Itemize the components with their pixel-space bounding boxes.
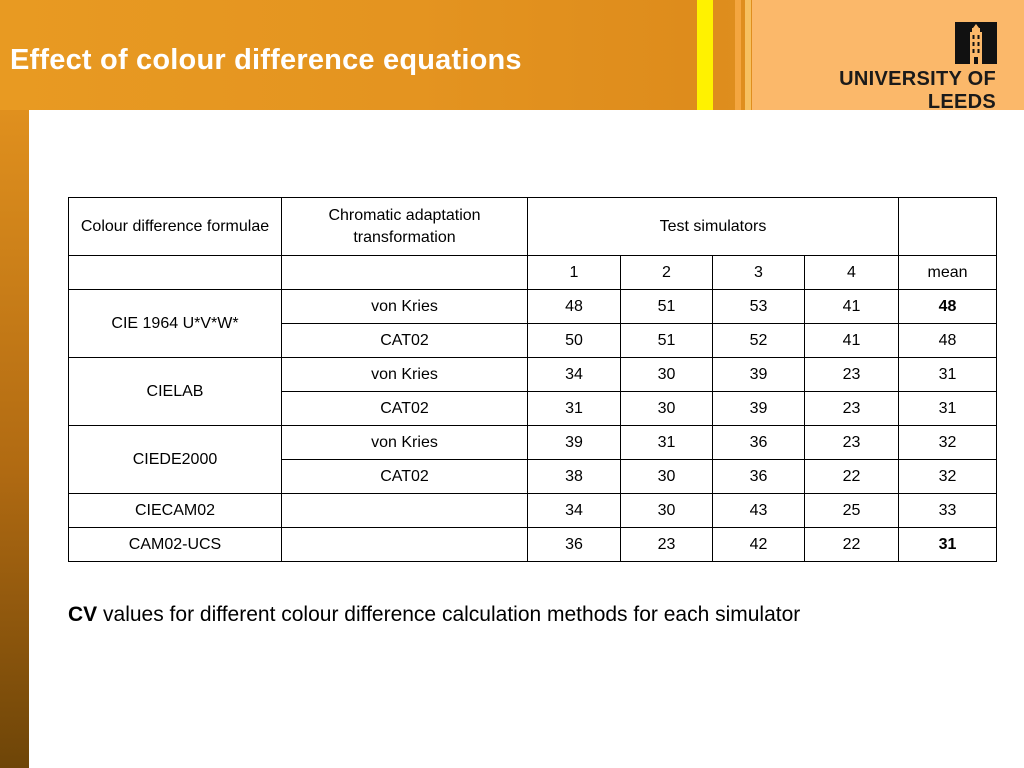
subheader-blank [282, 256, 528, 290]
value-cell: 30 [621, 358, 713, 392]
header-stripe-orange [735, 0, 741, 110]
value-cell: 36 [528, 528, 621, 562]
value-cell: 25 [805, 494, 899, 528]
university-tower-icon [955, 22, 997, 64]
value-cell: 30 [621, 494, 713, 528]
value-cell: 39 [713, 392, 805, 426]
cat-cell: CAT02 [282, 392, 528, 426]
value-cell: 41 [805, 290, 899, 324]
left-accent-bar [0, 110, 29, 768]
cat-cell: von Kries [282, 290, 528, 324]
value-cell: 36 [713, 460, 805, 494]
value-cell: 53 [713, 290, 805, 324]
header-stripe-light-orange [745, 0, 751, 110]
logo-panel [752, 0, 1024, 113]
header-cat: Chromatic adaptation transformation [282, 198, 528, 256]
subheader-sim-4: 4 [805, 256, 899, 290]
header-bar [0, 0, 1024, 113]
value-cell: 23 [805, 358, 899, 392]
header-stripe-yellow [697, 0, 713, 110]
value-cell: 42 [713, 528, 805, 562]
header-formulae: Colour difference formulae [69, 198, 282, 256]
value-cell: 30 [621, 460, 713, 494]
table-row [69, 426, 997, 460]
table-row [69, 528, 997, 562]
table-header-row [69, 198, 997, 256]
cat-cell [282, 528, 528, 562]
mean-cell: 31 [899, 358, 997, 392]
subheader-blank [69, 256, 282, 290]
header-test-simulators: Test simulators [528, 198, 899, 256]
value-cell: 50 [528, 324, 621, 358]
mean-cell: 33 [899, 494, 997, 528]
mean-cell: 31 [899, 392, 997, 426]
value-cell: 30 [621, 392, 713, 426]
table-row [69, 358, 997, 392]
value-cell: 41 [805, 324, 899, 358]
mean-cell: 32 [899, 460, 997, 494]
value-cell: 23 [621, 528, 713, 562]
value-cell: 52 [713, 324, 805, 358]
mean-cell: 48 [899, 324, 997, 358]
table-subheader-row [69, 256, 997, 290]
mean-cell: 48 [899, 290, 997, 324]
caption-text: values for different colour difference calculation methods for each simulator [97, 603, 801, 626]
cat-cell: von Kries [282, 358, 528, 392]
value-cell: 31 [528, 392, 621, 426]
cat-cell: CAT02 [282, 460, 528, 494]
value-cell: 48 [528, 290, 621, 324]
value-cell: 36 [713, 426, 805, 460]
header-blank [899, 198, 997, 256]
page-title: Effect of colour difference equations [10, 44, 522, 76]
cat-cell: von Kries [282, 426, 528, 460]
value-cell: 39 [713, 358, 805, 392]
cat-cell: CAT02 [282, 324, 528, 358]
value-cell: 38 [528, 460, 621, 494]
formula-cell: CIECAM02 [69, 494, 282, 528]
university-logo-text: UNIVERSITY OF LEEDS [839, 68, 996, 113]
table-row [69, 494, 997, 528]
subheader-sim-2: 2 [621, 256, 713, 290]
value-cell: 23 [805, 392, 899, 426]
value-cell: 43 [713, 494, 805, 528]
formula-cell: CIEDE2000 [69, 426, 282, 494]
cat-cell [282, 494, 528, 528]
formula-cell: CIELAB [69, 358, 282, 426]
cv-results-table [68, 197, 997, 562]
subheader-sim-1: 1 [528, 256, 621, 290]
subheader-sim-3: 3 [713, 256, 805, 290]
formula-cell: CAM02-UCS [69, 528, 282, 562]
value-cell: 34 [528, 494, 621, 528]
value-cell: 31 [621, 426, 713, 460]
table-row [69, 290, 997, 324]
value-cell: 22 [805, 528, 899, 562]
table-caption [68, 603, 800, 627]
formula-cell: CIE 1964 U*V*W* [69, 290, 282, 358]
value-cell: 23 [805, 426, 899, 460]
value-cell: 34 [528, 358, 621, 392]
mean-cell: 32 [899, 426, 997, 460]
subheader-mean: mean [899, 256, 997, 290]
caption-cv-label: CV [68, 603, 98, 626]
value-cell: 39 [528, 426, 621, 460]
value-cell: 22 [805, 460, 899, 494]
value-cell: 51 [621, 324, 713, 358]
value-cell: 51 [621, 290, 713, 324]
mean-cell: 31 [899, 528, 997, 562]
